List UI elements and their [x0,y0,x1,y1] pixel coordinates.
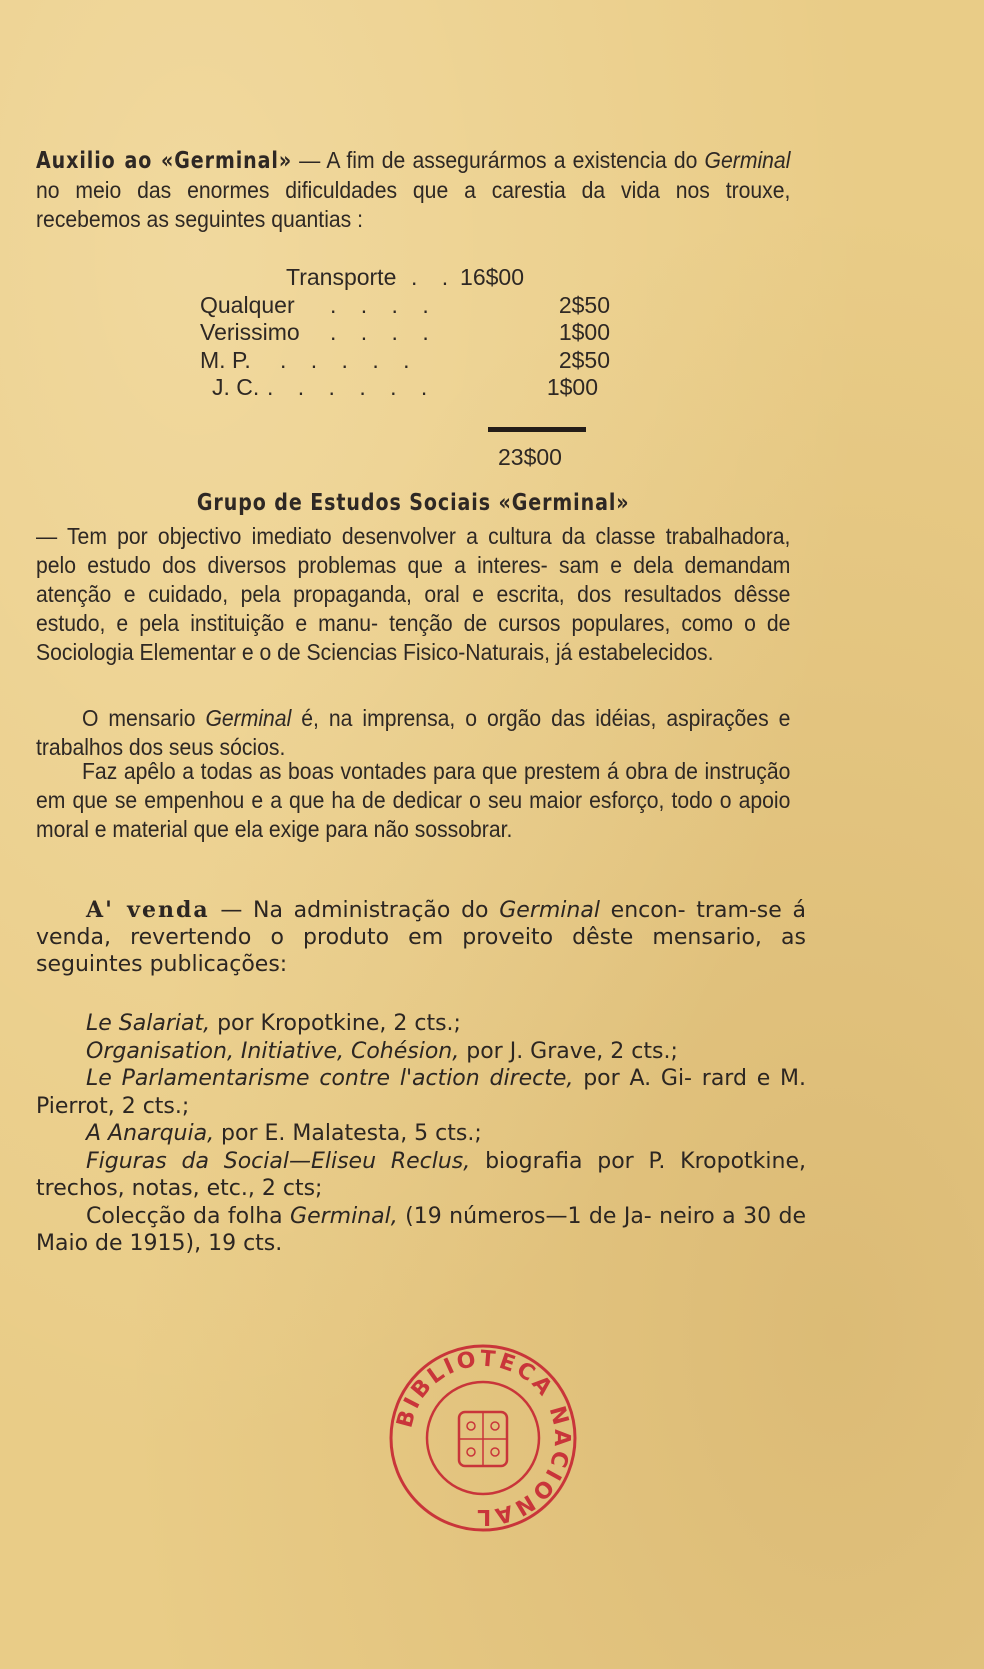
publication-title: Organisation, Initiative, Cohésion, [86,1038,460,1064]
mensario-lead: O mensario [82,705,206,731]
publication-title: Figuras da Social—Eliseu Reclus, [86,1148,471,1174]
mensario-tail: é, na imprensa, o orgão das idéias, aspirações e trabalhos dos seus sócios. [36,705,791,760]
grupo-heading: Grupo de Estudos Sociais «Germinal» [196,490,630,516]
venda-lead: — Na administração do [209,898,500,923]
ledger-amount: 16$00 [460,264,524,290]
grupo-paragraph [36,522,790,667]
ledger-dots: . . . . . . [267,374,437,400]
venda-paragraph [36,897,806,978]
auxilio-heading: Auxilio ao «Germinal» [36,148,293,174]
ledger-row [200,292,640,320]
ledger-dots: . . [411,264,458,290]
publication-item [36,1010,806,1038]
stamp-dot [467,1448,475,1456]
publication-item [36,1065,806,1120]
publication-item [36,1120,806,1148]
publication-details: por E. Malatesta, 5 cts.; [214,1121,482,1146]
stamp-text: BIBLIOTECA NACIONAL [392,1346,575,1530]
auxilio-paragraph [36,146,790,234]
ledger-amount: 1$00 [546,374,598,400]
venda-heading: A' venda [86,897,210,923]
mensario-germinal: Germinal [205,705,292,731]
grupo-heading-line [36,488,790,518]
ledger-row [200,319,640,347]
ledger-name: J. C. [212,374,260,400]
stamp-dot [491,1448,499,1456]
ledger-dots: . . . . [330,291,438,318]
publication-details: (19 números—1 de Ja- neiro a 30 de Maio de 1915), 19 cts. [36,1203,806,1256]
publication-details: por A. Gi- rard e M. Pierrot, 2 cts.; [36,1066,807,1119]
auxilio-germinal: Germinal [704,147,791,173]
ledger-row [200,347,640,375]
ledger-dots: . . . . [330,319,438,345]
ledger-amount: 1$00 [558,319,610,345]
ledger-name: Verissimo [200,319,300,345]
ledger-dots: . . . . . [280,346,419,373]
publication-title: Le Salariat, [86,1011,211,1036]
venda-tail: encon- tram-se á venda, revertendo o produto em proveito dêste mensario, as seguintes publicações: [36,898,806,977]
publication-title: Le Parlamentarisme contre l'action directe, [86,1066,574,1091]
contributions-ledger [200,264,640,402]
ledger-name: Transporte [286,264,397,290]
publications-list [36,1010,806,1258]
stamp-shield-cross [459,1412,507,1466]
publication-title: A Anarquia, [86,1121,215,1146]
apelo-text: Faz apêlo a todas as boas vontades para que prestem á obra de instrução em que se empenhou e a que ha de dedicar o seu maior esforço, todo o apoio moral e material que ela exige para não sossobrar. [36,758,791,842]
stamp-dot [491,1422,499,1430]
ledger-name: Qualquer [200,291,295,318]
ledger-amount: 2$50 [558,291,610,318]
mensario-paragraph [36,704,790,762]
publication-lead: Colecção da folha [86,1203,291,1229]
publication-item [36,1038,806,1066]
publication-details: biografia por P. Kropotkine, trechos, notas, etc., 2 cts; [36,1148,806,1201]
auxilio-text-lead: — A fim de assegurármos a existencia do [292,147,705,173]
ledger-name: M. P. [200,346,251,373]
publication-details: por J. Grave, 2 cts.; [459,1038,678,1064]
publication-details: por Kropotkine, 2 cts.; [210,1011,461,1036]
ledger-row [212,374,640,402]
publication-item [36,1203,806,1258]
publication-title: Germinal, [290,1203,398,1229]
venda-germinal: Germinal [499,898,600,923]
ledger-row [286,264,640,292]
stamp-dot [467,1422,475,1430]
ledger-amount: 2$50 [558,346,610,373]
grupo-text: — Tem por objectivo imediato desenvolver a cultura da classe trabalhadora, pelo estudo dos diversos problemas que a interes- sam e dela demandam atenção e cuidado, pela propaganda, oral e escrita, dos resultados dêsse estudo, e pela instituição e manu- tenção de cursos populares, como o de Sociologia Elementar e o de Sciencias Fisico-Naturais, já estabelecidos. [36,523,791,665]
auxilio-text-tail: no meio das enormes dificuldades que a carestia da vida nos trouxe, recebemos as seguintes quantias : [36,177,791,232]
library-stamp [385,1340,581,1536]
publication-item [36,1148,806,1203]
ledger-total: 23$00 [498,444,562,470]
apelo-paragraph [36,757,790,844]
ledger-total-rule [488,427,586,432]
